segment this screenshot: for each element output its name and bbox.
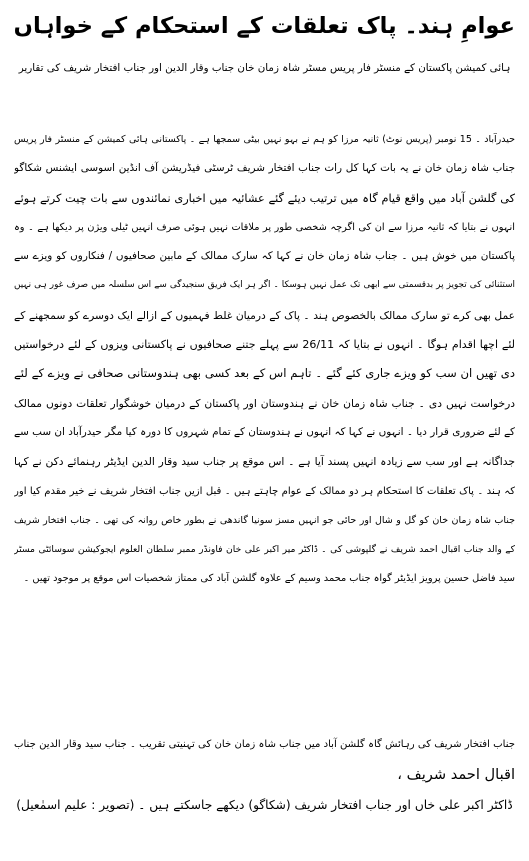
body-line: جناب شاہ زمان خان نے یہ بات کہا کل رات جناب افتخار شریف ٹرسٹی فیڈریشن آف انڈین اسوسی ایشنس شکاگو xyxy=(14,162,515,175)
body-line: پاکستان میں خوش ہیں ۔ جناب شاہ زمان خان نے کہا کہ سارک ممالک کے مابین صحافیوں / فنکاروں کو ویزے سے xyxy=(14,250,515,263)
body-line: عمل بھی کرے تو سارک ممالک بالخصوص ہند ۔ پاک کے درمیان غلط فہمیوں کے ازالے ایک دوسرے کو سمجھنے کے xyxy=(14,308,515,322)
article-body xyxy=(14,125,515,594)
photo-caption xyxy=(14,730,515,820)
body-line: لئے اچھا اقدام ہوگا ۔ انہوں نے بتایا کہ 26/11 سے پہلے جتنے صحافیوں نے پاکستانی ویزوں کے لئے درخواستیں xyxy=(14,338,515,352)
body-line: درخواست نہیں دی ۔ جناب شاہ زمان خان نے ہندوستان اور پاکستان کے درمیان خوشگوار تعلقات دونوں ممالک xyxy=(14,396,515,410)
caption-line: جناب افتخار شریف کی رہائش گاہ گلشن آباد میں جناب شاہ زمان خان کی تہنیتی تقریب ۔ جناب سید وقار الدین جناب xyxy=(14,739,515,750)
headline: عوامِ ہند۔ پاک تعلقات کے استحکام کے خواہاں xyxy=(13,13,515,39)
caption-line: ڈاکٹر اکبر علی خاں اور جناب افتخار شریف (شکاگو) دیکھے جاسکتے ہیں ۔ (تصویر : علیم اسمٰعیل) xyxy=(16,798,513,812)
caption-line: اقبال احمد شریف ، xyxy=(397,766,515,783)
body-line: دی تھیں ان سب کو ویزے جاری کئے گئے ۔ تاہم اس کے بعد کسی بھی ہندوستانی صحافی نے ویزے کے لئے xyxy=(14,366,515,381)
body-line: حیدرآباد ۔ 15 نومبر (پریس نوٹ) ثانیہ مرزا کو ہم نے بہو نہیں بیٹی سمجھا ہے ۔ پاکستانی ہائی کمیشن کے منسٹر فار پریس xyxy=(14,134,515,145)
body-line: کی گلشن آباد میں واقع قیام گاہ میں ترتیب دیئے گئے عشائیہ میں اخباری نمائندوں سے بات چیت کرتے ہوئے xyxy=(14,191,515,205)
subheadline: ہائی کمیشن پاکستان کے منسٹر فار پریس مسٹر شاہ زمان خان جناب وقار الدین اور جناب افتخار شریف کی تقاریر xyxy=(18,62,511,74)
body-line: کہ ہند ۔ پاک تعلقات کا استحکام ہر دو ممالک کے عوام چاہتے ہیں ۔ قبل ازیں جناب افتخار شریف نے خیر مقدم کیا اور xyxy=(14,485,515,497)
body-line: کے لئے ضروری قرار دیا ۔ انہوں نے کہا کہ انہوں نے ہندوستان کے تمام شہروں کا دورہ کیا مگر حیدرآباد ان سب سے xyxy=(14,425,515,438)
body-line: کے والد جناب اقبال احمد شریف نے گلپوشی کی ۔ ڈاکٹر میر اکبر علی خان فاونڈر ممبر سلطان العلوم ایجوکیشن سوسائٹی مسٹر xyxy=(14,544,515,556)
body-line: سید فاضل حسین پرویز ایڈیٹر گواہ جناب محمد وسیم کے علاوہ گلشن آباد کی ممتاز شخصیات اس موقع پر موجود تھیں ۔ xyxy=(23,573,515,585)
body-line: جداگانہ ہے اور سب سے زیادہ انہیں پسند آیا ہے ۔ اس موقع پر جناب سید وقار الدین ایڈیٹر رہنمائے دکن نے کہا xyxy=(14,455,515,469)
body-line: جناب شاہ زمان خان کو گل و شال اور حائی جو انہیں مسز سونیا گاندھی نے بطور خاص روانہ کی تھی ۔ جناب افتخار شریف xyxy=(14,514,515,526)
body-line: استثنائی کی تجویز پر بدقسمتی سے ابھی تک عمل نہیں ہوسکا ۔ اگر ہر ایک فریق سنجیدگی سے اس سلسلہ میں صرف غور ہی نہیں xyxy=(14,280,515,291)
body-line: انہوں نے بتایا کہ ثانیہ مرزا سے ان کی اگرچہ شخصی طور پر ملاقات نہیں ہوئی صرف انہیں ٹیلی ویژن پر دیکھا ہے ۔ وہ xyxy=(14,221,515,233)
